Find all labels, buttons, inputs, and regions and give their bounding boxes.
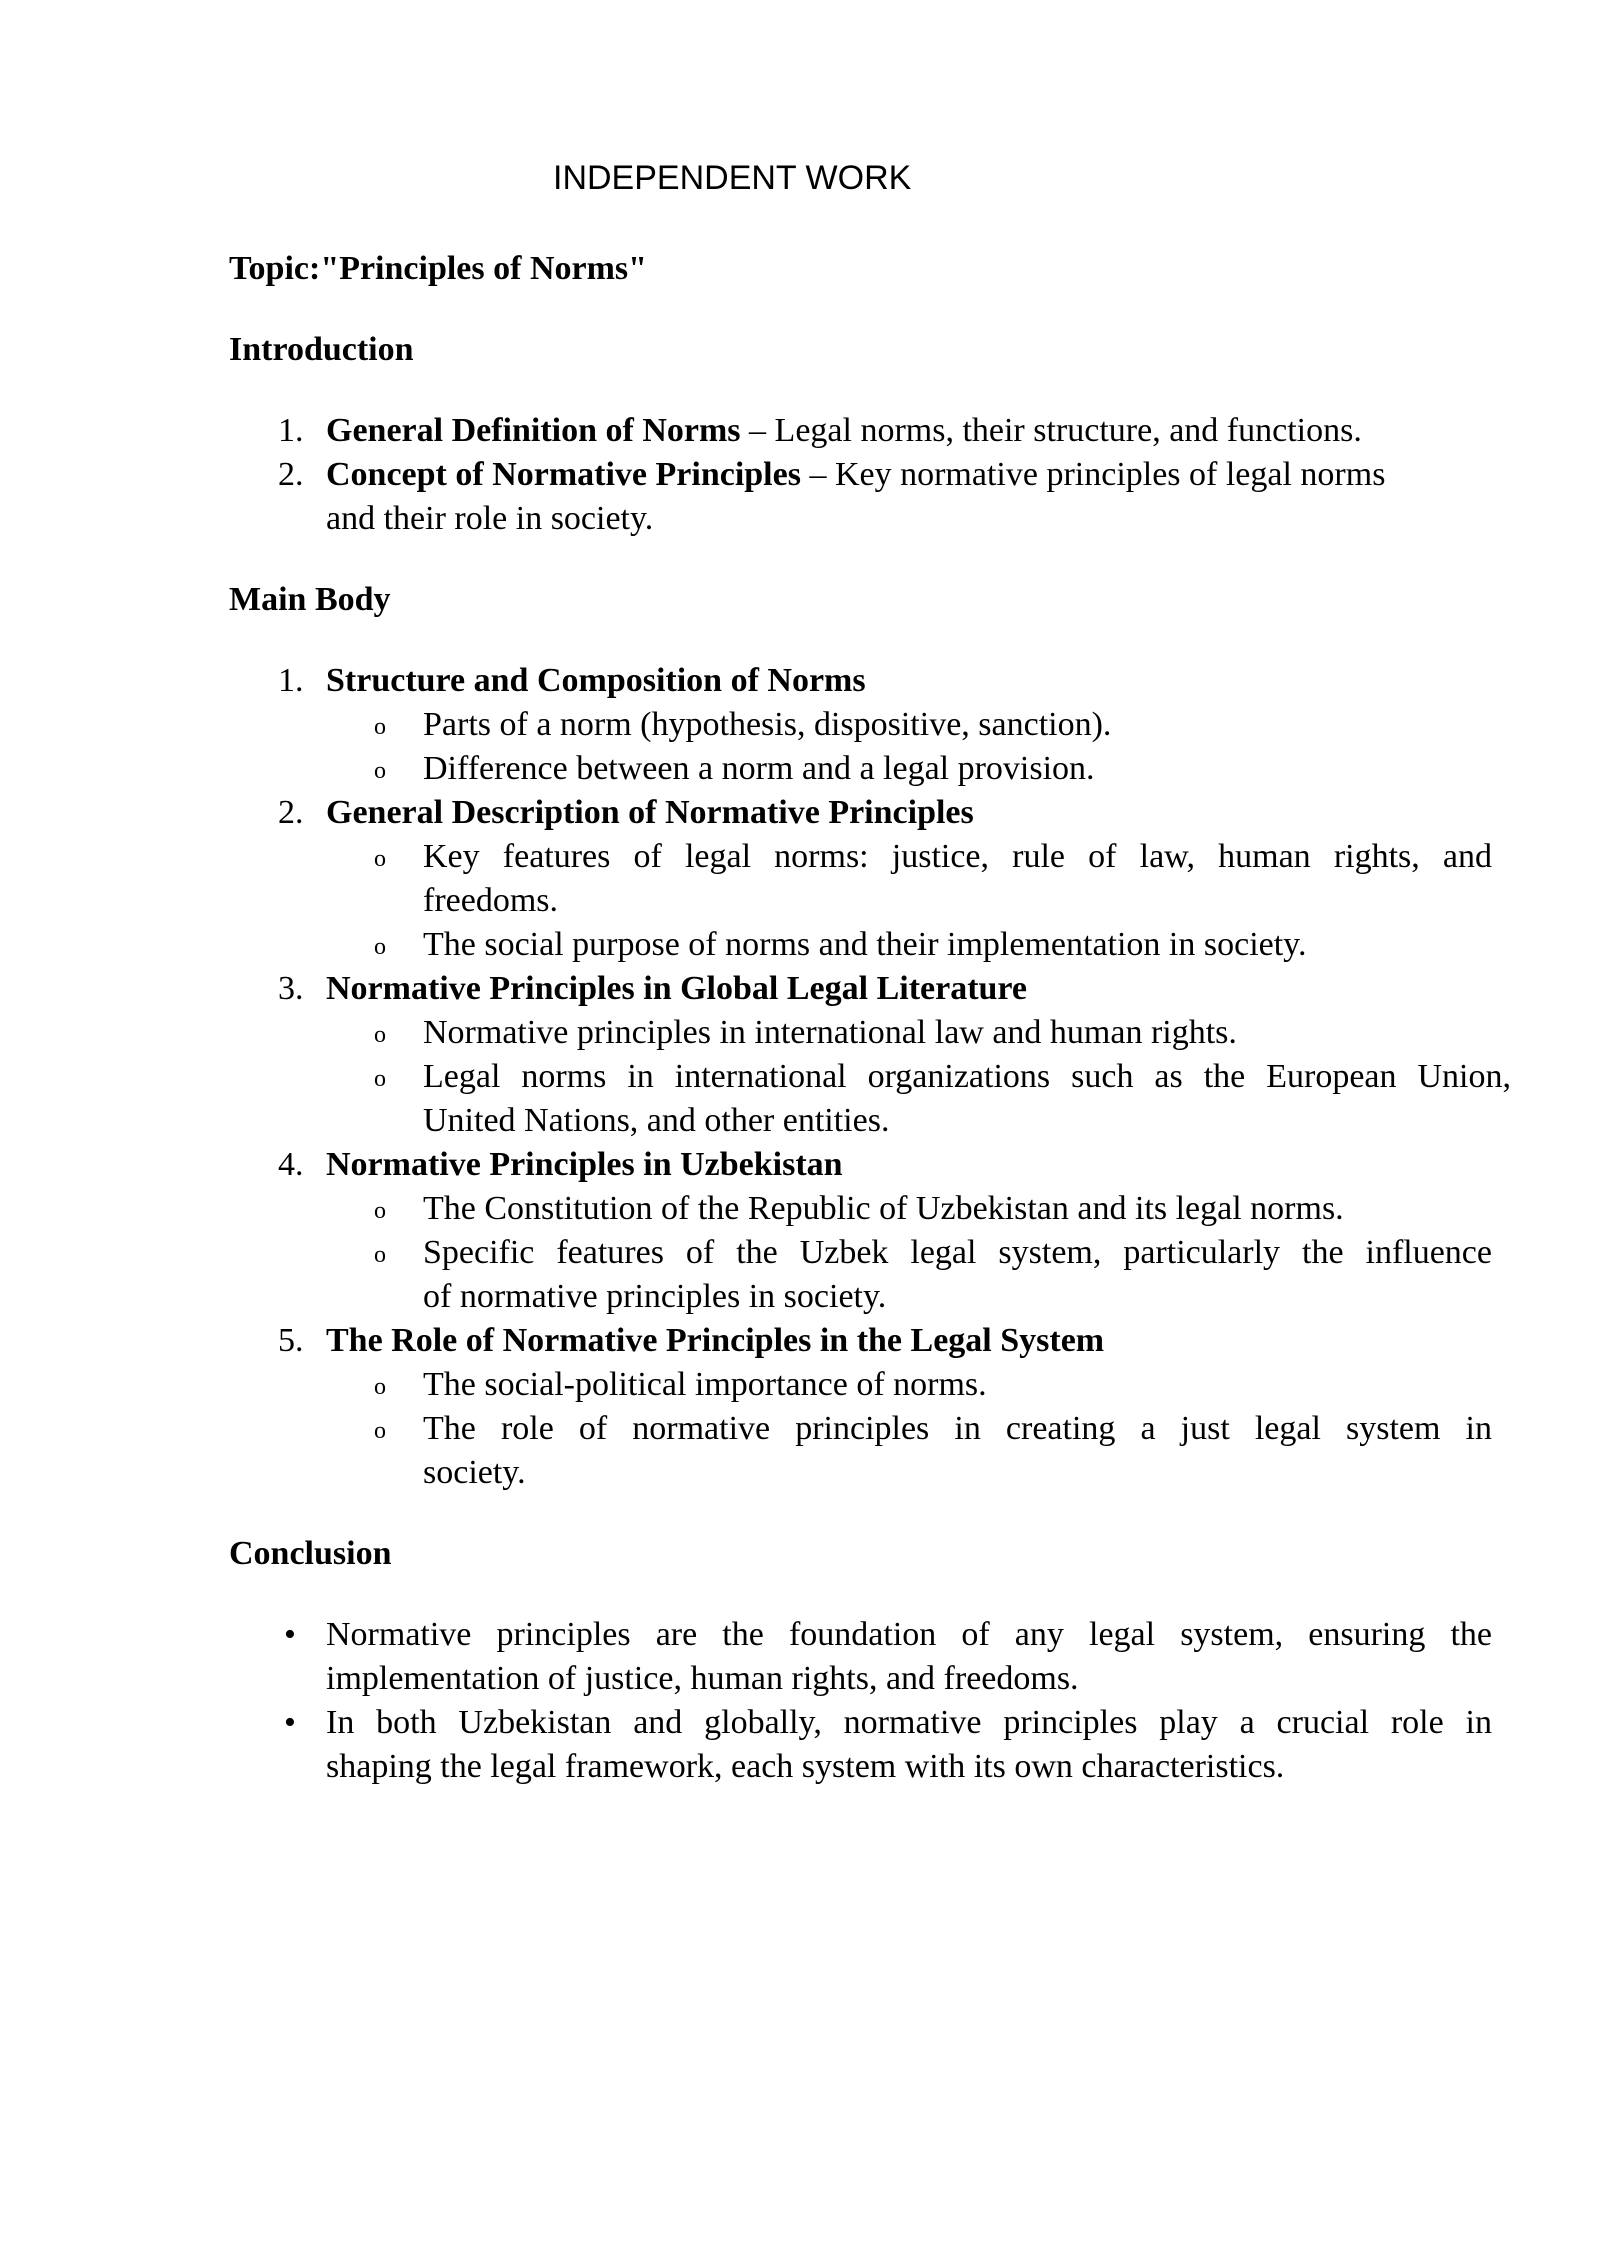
topic-heading: Topic:"Principles of Norms" [229, 250, 648, 287]
section-1-bullet-1-marker: o [374, 714, 386, 740]
section-4-bullet-2-line-1: Specific features of the Uzbek legal system, particularly the influence [423, 1234, 1492, 1271]
intro-item-2 [326, 453, 1385, 497]
section-3-bullet-2-line-2: United Nations, and other entities. [423, 1102, 890, 1139]
section-4-title: Normative Principles in Uzbekistan [326, 1146, 843, 1183]
section-1-bullet-2-marker: o [374, 758, 386, 784]
section-5-title: The Role of Normative Principles in the Legal System [326, 1322, 1105, 1359]
conclusion-bullet-2-line-2: shaping the legal framework, each system with its own characteristics. [326, 1748, 1285, 1785]
section-2-bullet-2: The social purpose of norms and their implementation in society. [423, 926, 1307, 963]
section-4-bullet-1-marker: o [374, 1198, 386, 1224]
introduction-heading: Introduction [229, 331, 414, 368]
section-1-bullet-2: Difference between a norm and a legal provision. [423, 750, 1095, 787]
section-2-bullet-1-line-2: freedoms. [423, 882, 559, 919]
section-3-title: Normative Principles in Global Legal Literature [326, 970, 1028, 1007]
conclusion-bullet-2-line-1: In both Uzbekistan and globally, normative principles play a crucial role in [326, 1704, 1492, 1741]
section-2-number: 2. [278, 794, 304, 831]
section-1-title: Structure and Composition of Norms [326, 662, 866, 699]
section-4-number: 4. [278, 1146, 304, 1183]
section-5-bullet-2-marker: o [374, 1418, 386, 1444]
section-2-title: General Description of Normative Principles [326, 794, 974, 831]
section-1-bullet-1: Parts of a norm (hypothesis, dispositive, sanction). [423, 706, 1112, 743]
section-2-bullet-2-marker: o [374, 934, 386, 960]
conclusion-bullet-1-line-1: Normative principles are the foundation of any legal system, ensuring the [326, 1616, 1492, 1653]
intro-item-2-term: Concept of Normative Principles [326, 456, 801, 493]
section-5-bullet-2-line-2: society. [423, 1454, 526, 1491]
intro-item-1-term: General Definition of Norms [326, 412, 741, 449]
conclusion-bullet-1-line-2: implementation of justice, human rights, and freedoms. [326, 1660, 1079, 1697]
intro-item-1-number: 1. [278, 412, 304, 449]
section-5-bullet-1-marker: o [374, 1374, 386, 1400]
section-5-number: 5. [278, 1322, 304, 1359]
section-3-bullet-1-marker: o [374, 1022, 386, 1048]
section-3-bullet-2-line-1: Legal norms in international organizations such as the European Union, [423, 1058, 1511, 1095]
intro-item-1 [326, 409, 1362, 453]
section-3-bullet-2-marker: o [374, 1066, 386, 1092]
main-body-heading: Main Body [229, 581, 391, 618]
intro-item-2-number: 2. [278, 456, 304, 493]
section-3-bullet-1: Normative principles in international law and human rights. [423, 1014, 1237, 1051]
section-4-bullet-1: The Constitution of the Republic of Uzbekistan and its legal norms. [423, 1190, 1344, 1227]
conclusion-heading: Conclusion [229, 1535, 392, 1572]
section-4-bullet-2-marker: o [374, 1242, 386, 1268]
intro-item-2-continuation: and their role in society. [326, 500, 654, 537]
conclusion-bullet-2-marker: • [284, 1704, 296, 1741]
section-2-bullet-1-marker: o [374, 846, 386, 872]
section-5-bullet-1: The social-political importance of norms. [423, 1366, 987, 1403]
section-1-number: 1. [278, 662, 304, 699]
section-5-bullet-2-line-1: The role of normative principles in creating a just legal system in [423, 1410, 1492, 1447]
section-2-bullet-1-line-1: Key features of legal norms: justice, rule of law, human rights, and [423, 838, 1492, 875]
intro-item-1-text: – Legal norms, their structure, and functions. [740, 412, 1362, 449]
section-4-bullet-2-line-2: of normative principles in society. [423, 1278, 887, 1315]
section-3-number: 3. [278, 970, 304, 1007]
conclusion-bullet-1-marker: • [284, 1616, 296, 1653]
document-title: INDEPENDENT WORK [553, 159, 912, 197]
intro-item-2-text: – Key normative principles of legal norms [800, 456, 1386, 493]
